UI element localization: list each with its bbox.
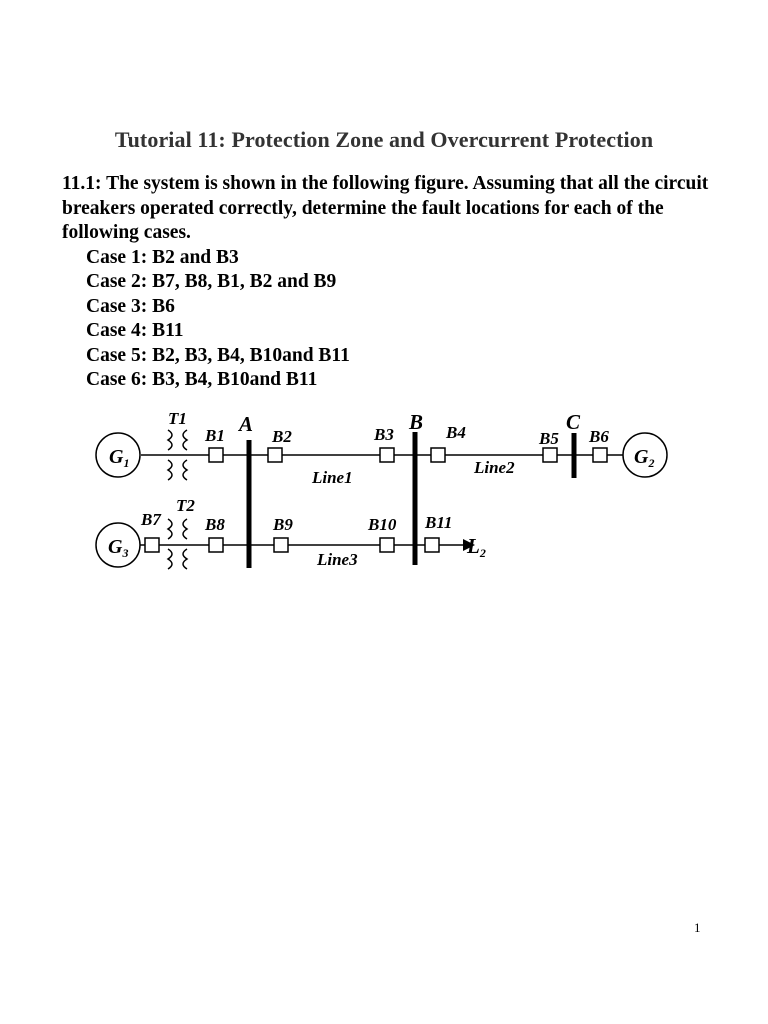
bus-a-label: A: [239, 412, 254, 436]
svg-text:G1: $G_1$: [109, 446, 130, 470]
breaker-b9-label: B9: [273, 515, 293, 534]
case-item: Case 2: B7, B8, B1, B2 and B9: [86, 271, 337, 292]
line3-label: Line3: [317, 550, 358, 569]
breaker-b11-label: B11: [425, 513, 453, 532]
breaker-b6: [593, 448, 607, 462]
breaker-b1: [209, 448, 223, 462]
generator-g3: [96, 523, 140, 567]
case-item: Case 1: B2 and B3: [86, 246, 239, 268]
breaker-b10: [380, 538, 394, 552]
page-title: Tutorial 11: Protection Zone and Overcurrent Protection: [114, 127, 654, 152]
case-item: Case 6: B3, B4, B10and B11: [86, 369, 318, 390]
line2-label: Line2: [474, 458, 515, 477]
bus-c-label: C: [566, 410, 581, 434]
case-item: Case 3: B6: [86, 295, 175, 317]
svg-text:G3: $G_3$: [108, 536, 129, 560]
breaker-b4-label: B4: [446, 423, 466, 442]
load-l2-label: L2: [467, 534, 486, 560]
generator-g2: [623, 433, 667, 477]
breaker-b2: [268, 448, 282, 462]
breaker-b11: [425, 538, 439, 552]
breaker-b10-label: B10: [368, 515, 397, 534]
breaker-b8-label: B8: [205, 515, 225, 534]
breaker-b3: [380, 448, 394, 462]
line1-label: Line1: [312, 468, 353, 487]
breaker-b8: [209, 538, 223, 552]
transformer-t2-label: T2: [176, 496, 195, 515]
breaker-b1-label: B1: [205, 426, 225, 445]
problem-text: The system is shown in the following figure. Assuming that all the circuit breakers operated correctly, determine the fault locations for each of the following cases.: [62, 173, 709, 243]
breaker-b4: [431, 448, 445, 462]
breaker-b2-label: B2: [272, 427, 292, 446]
generator-g1: [96, 433, 140, 477]
problem-intro: [62, 172, 712, 246]
page-number: 1: [694, 920, 701, 935]
breaker-b6-label: B6: [589, 427, 609, 446]
power-system-diagram: [0, 395, 768, 585]
breaker-b3-label: B3: [374, 425, 394, 444]
transformer-t1-label: T1: [168, 409, 187, 428]
problem-number: 11.1:: [62, 173, 102, 194]
breaker-b9: [274, 538, 288, 552]
breaker-b7: [145, 538, 159, 552]
svg-text:G2: $G_2$: [634, 446, 655, 470]
breaker-b7-label: B7: [141, 510, 161, 529]
case-list: [62, 246, 712, 393]
breaker-b5: [543, 448, 557, 462]
breaker-b5-label: B5: [539, 429, 559, 448]
case-item: Case 5: B2, B3, B4, B10and B11: [86, 344, 350, 366]
case-item: Case 4: B11: [86, 320, 184, 341]
transformer-t2: [168, 519, 187, 569]
bus-b-label: B: [409, 410, 424, 434]
problem-statement: [62, 172, 712, 393]
